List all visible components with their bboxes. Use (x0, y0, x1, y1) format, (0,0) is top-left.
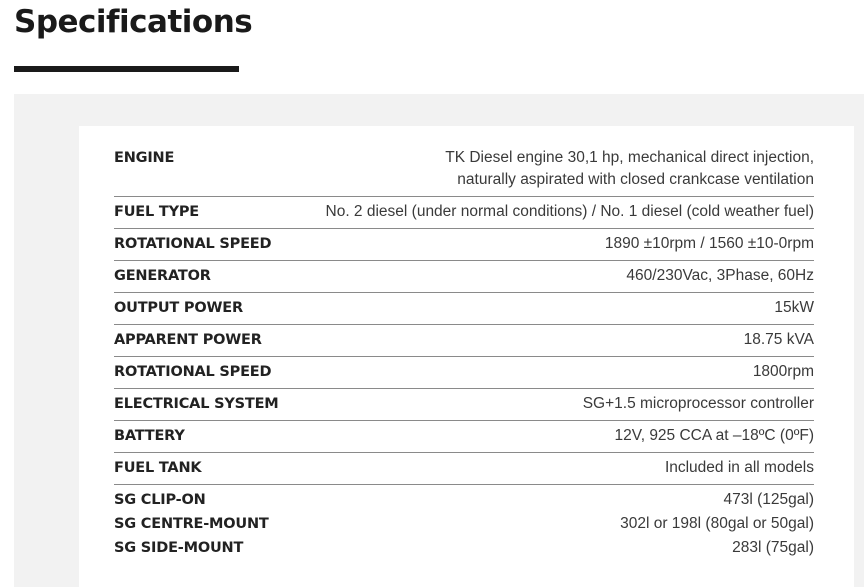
spec-row-apparent-power (114, 325, 814, 357)
spec-label: FUEL TANK (114, 453, 298, 485)
spec-row-rotational-speed-2 (114, 357, 814, 389)
title-underline (14, 66, 239, 72)
spec-label: ROTATIONAL SPEED (114, 229, 298, 261)
tank-option-row-side-mount (114, 535, 814, 559)
specifications-table (114, 143, 814, 559)
page-title: Specifications (14, 4, 253, 40)
spec-value: 1800rpm (298, 357, 814, 389)
spec-value (298, 143, 814, 197)
spec-label: FUEL TYPE (114, 197, 298, 229)
spec-value: Included in all models (298, 453, 814, 485)
spec-label: ENGINE (114, 143, 298, 197)
spec-value: 12V, 925 CCA at –18ºC (0ºF) (298, 421, 814, 453)
tank-option-row-clip-on (114, 485, 814, 512)
spec-label: OUTPUT POWER (114, 293, 298, 325)
tank-option-value: 302l or 198l (80gal or 50gal) (620, 515, 814, 532)
tank-option-value: 473l (125gal) (723, 491, 814, 508)
spec-value: 1890 ±10rpm / 1560 ±10-0rpm (298, 229, 814, 261)
tank-option-label: SG CLIP-ON (114, 492, 206, 508)
tank-option-row-centre-mount (114, 511, 814, 535)
spec-value: No. 2 diesel (under normal conditions) / No. 1 diesel (cold weather fuel) (298, 197, 814, 229)
spec-label: APPARENT POWER (114, 325, 298, 357)
spec-label: GENERATOR (114, 261, 298, 293)
spec-row-fuel-type (114, 197, 814, 229)
spec-label: ELECTRICAL SYSTEM (114, 389, 298, 421)
spec-value: 18.75 kVA (298, 325, 814, 357)
tank-option-label: SG CENTRE-MOUNT (114, 516, 269, 532)
spec-row-electrical-system (114, 389, 814, 421)
spec-row-generator (114, 261, 814, 293)
spec-value: 15kW (298, 293, 814, 325)
spec-label: BATTERY (114, 421, 298, 453)
tank-option-label: SG SIDE-MOUNT (114, 540, 244, 556)
spec-row-engine (114, 143, 814, 197)
spec-row-rotational-speed (114, 229, 814, 261)
spec-value-line: naturally aspirated with closed crankcase ventilation (457, 171, 814, 188)
spec-value: 460/230Vac, 3Phase, 60Hz (298, 261, 814, 293)
tank-option-value: 283l (75gal) (732, 539, 814, 556)
spec-label: ROTATIONAL SPEED (114, 357, 298, 389)
spec-row-fuel-tank (114, 453, 814, 485)
spec-value: SG+1.5 microprocessor controller (298, 389, 814, 421)
spec-row-output-power (114, 293, 814, 325)
spec-value-line: TK Diesel engine 30,1 hp, mechanical direct injection, (445, 149, 814, 166)
spec-row-battery (114, 421, 814, 453)
